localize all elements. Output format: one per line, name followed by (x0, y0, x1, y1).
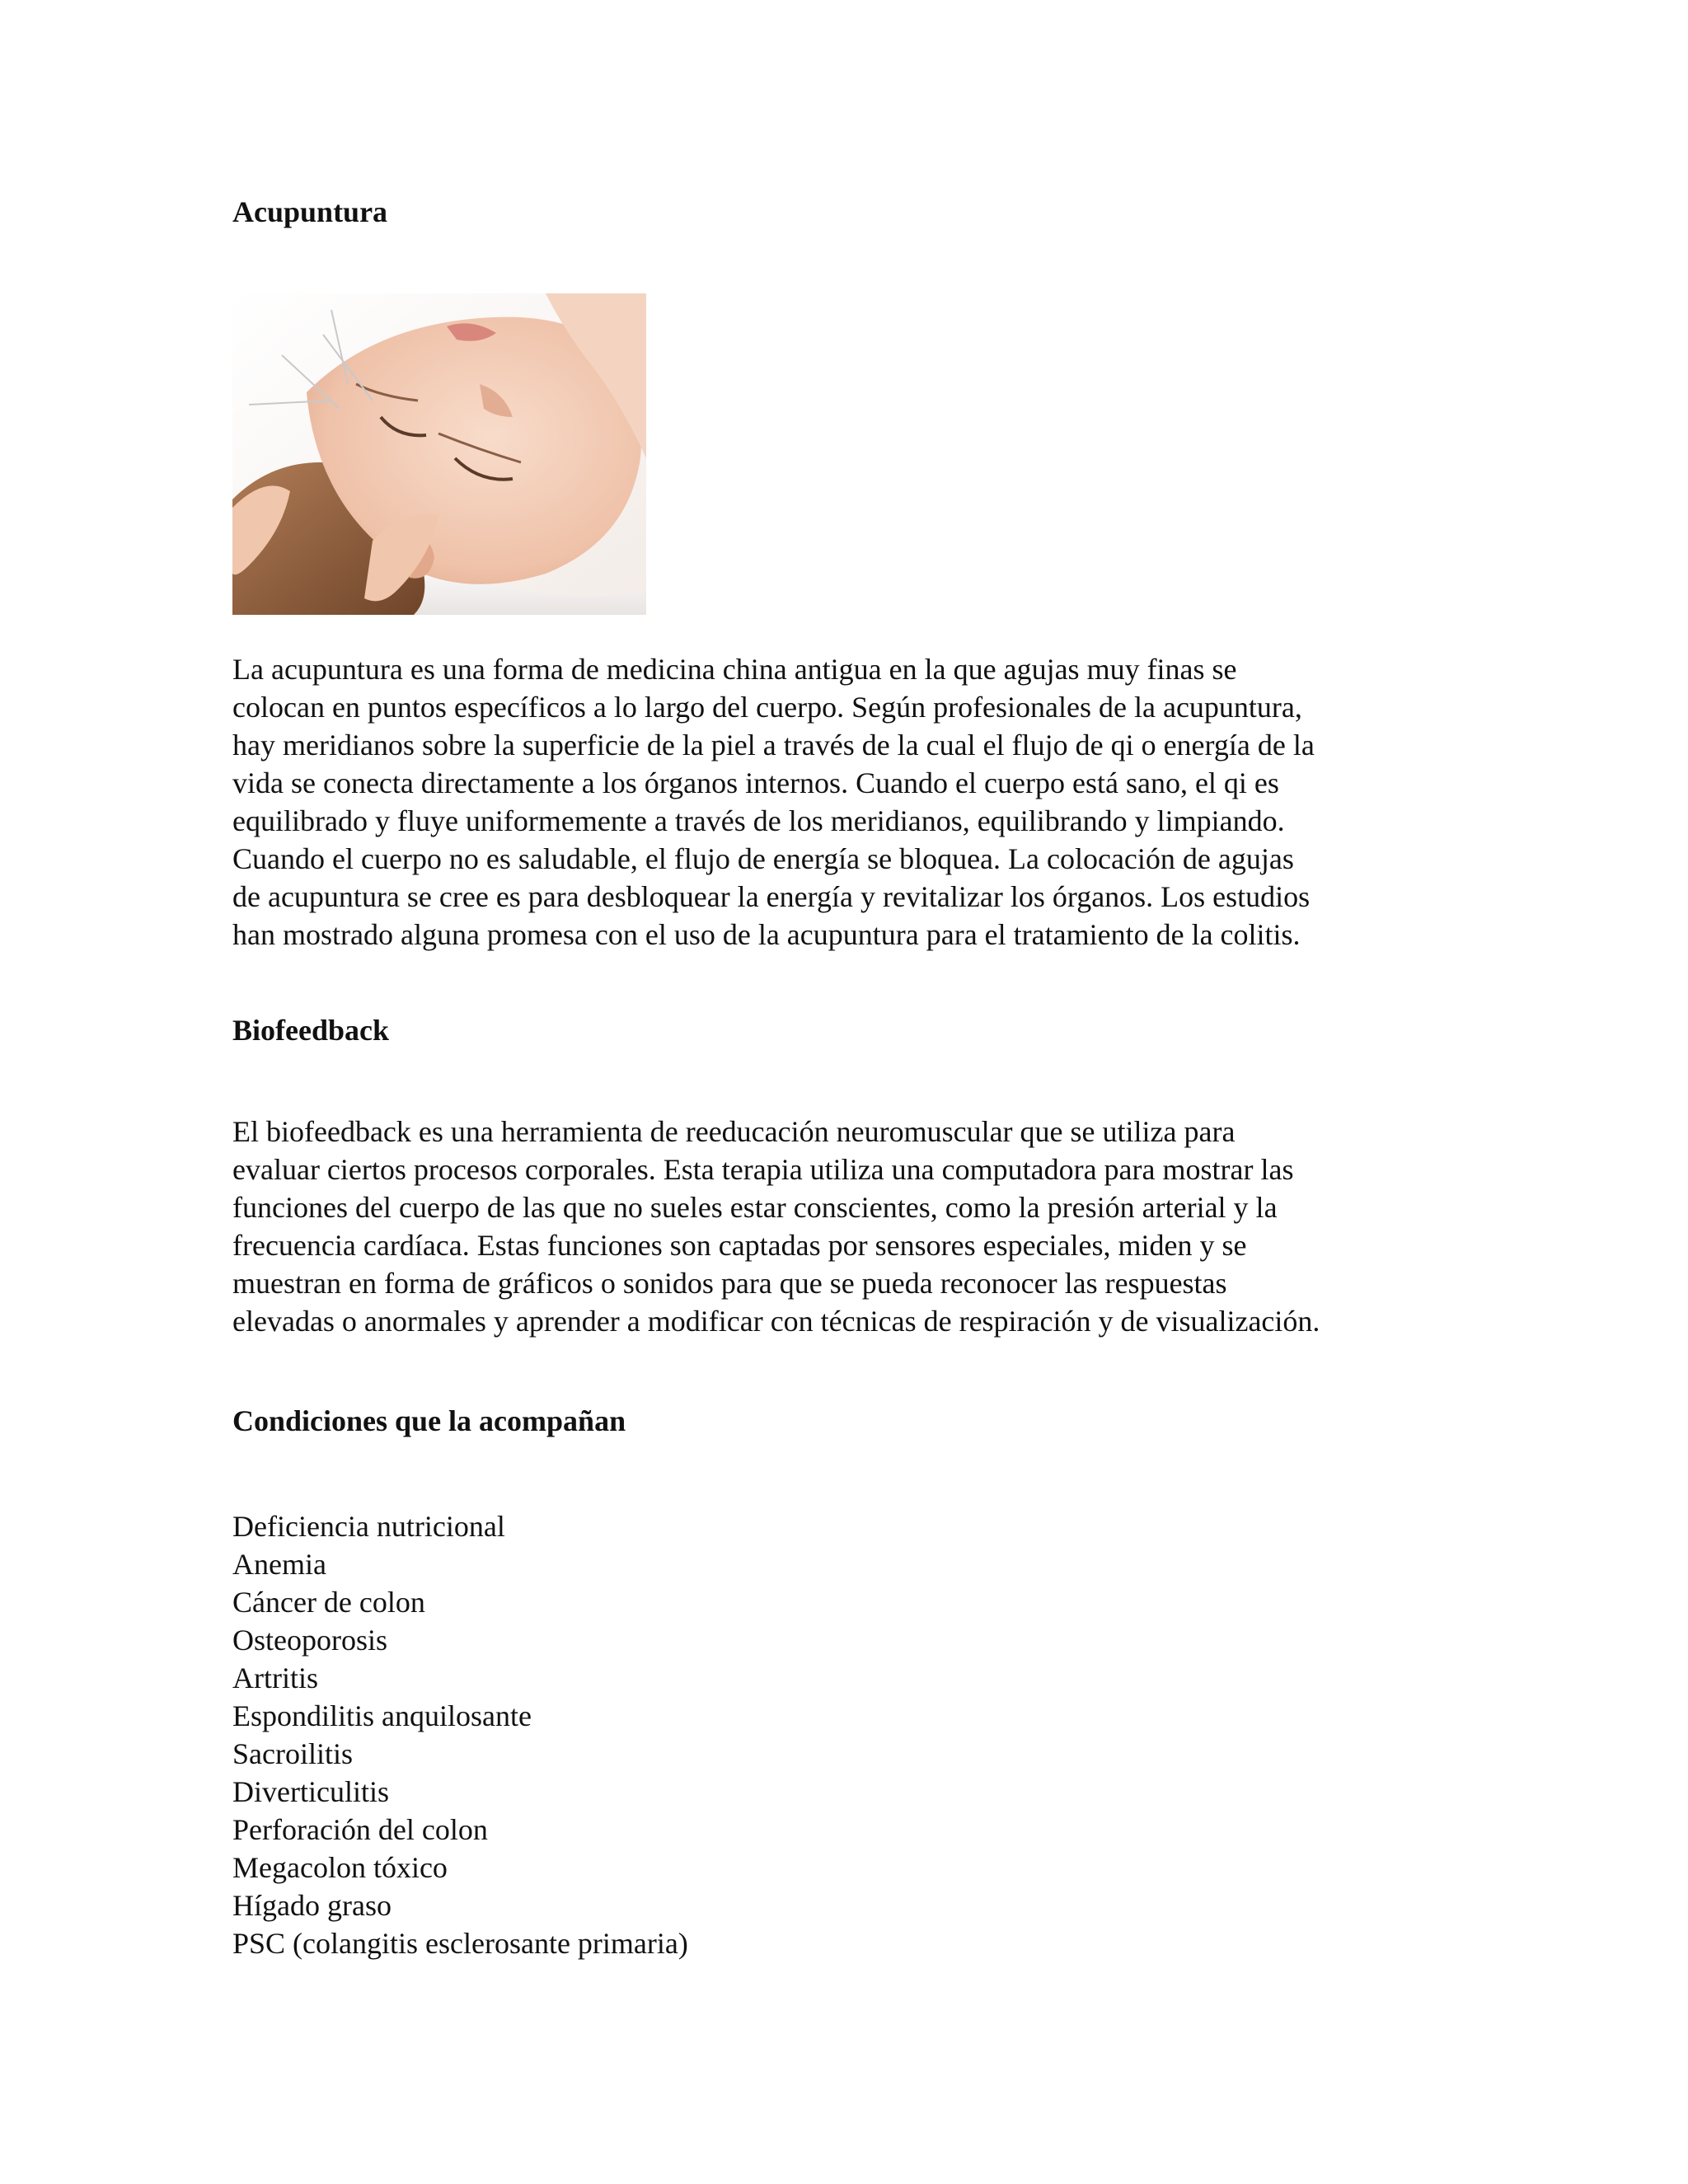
list-item: Osteoporosis (232, 1624, 387, 1657)
list-item: Espondilitis anquilosante (232, 1699, 532, 1732)
text-line: han mostrado alguna promesa con el uso de la acupuntura para el tratamiento de la colitis. (232, 918, 1301, 951)
list-item: Diverticulitis (232, 1775, 389, 1808)
text-line: de acupuntura se cree es para desbloquear la energía y revitalizar los órganos. Los estudios (232, 880, 1311, 913)
text-line: colocan en puntos específicos a lo largo del cuerpo. Según profesionales de la acupuntura, (232, 691, 1302, 724)
text-line: elevadas o anormales y aprender a modificar con técnicas de respiración y de visualización. (232, 1305, 1320, 1338)
text-line: equilibrado y fluye uniformemente a través de los meridianos, equilibrando y limpiando. (232, 804, 1285, 837)
text-line: vida se conecta directamente a los órganos internos. Cuando el cuerpo está sano, el qi es (232, 766, 1279, 799)
heading-acupuntura: Acupuntura (232, 195, 388, 228)
list-item: Perforación del colon (232, 1813, 488, 1846)
list-item: Anemia (232, 1548, 326, 1581)
list-item: PSC (colangitis esclerosante primaria) (232, 1927, 688, 1960)
acupuncture-illustration (232, 293, 646, 615)
acupuncture-photo (232, 293, 646, 615)
list-item: Artritis (232, 1661, 318, 1694)
paragraph-biofeedback (232, 1113, 1452, 1340)
text-line: hay meridianos sobre la superficie de la piel a través de la cual el flujo de qi o energía de la (232, 729, 1315, 762)
heading-biofeedback: Biofeedback (232, 1014, 390, 1047)
paragraph-acupuntura (232, 650, 1452, 954)
text-line: El biofeedback es una herramienta de reeducación neuromuscular que se utiliza para (232, 1115, 1236, 1148)
list-item: Megacolon tóxico (232, 1851, 448, 1884)
text-line: evaluar ciertos procesos corporales. Esta terapia utiliza una computadora para mostrar las (232, 1153, 1294, 1186)
list-item: Deficiencia nutricional (232, 1510, 505, 1543)
text-line: La acupuntura es una forma de medicina china antigua en la que agujas muy finas se (232, 653, 1237, 686)
list-item: Hígado graso (232, 1889, 392, 1922)
list-item: Cáncer de colon (232, 1586, 425, 1619)
text-line: muestran en forma de gráficos o sonidos para que se pueda reconocer las respuestas (232, 1267, 1227, 1300)
conditions-list (232, 1507, 688, 1962)
text-line: frecuencia cardíaca. Estas funciones son captadas por sensores especiales, miden y se (232, 1229, 1247, 1262)
text-line: funciones del cuerpo de las que no sueles estar conscientes, como la presión arterial y la (232, 1191, 1278, 1224)
heading-condiciones: Condiciones que la acompañan (232, 1404, 626, 1437)
list-item: Sacroilitis (232, 1737, 353, 1770)
text-line: Cuando el cuerpo no es saludable, el flujo de energía se bloquea. La colocación de agujas (232, 842, 1294, 875)
